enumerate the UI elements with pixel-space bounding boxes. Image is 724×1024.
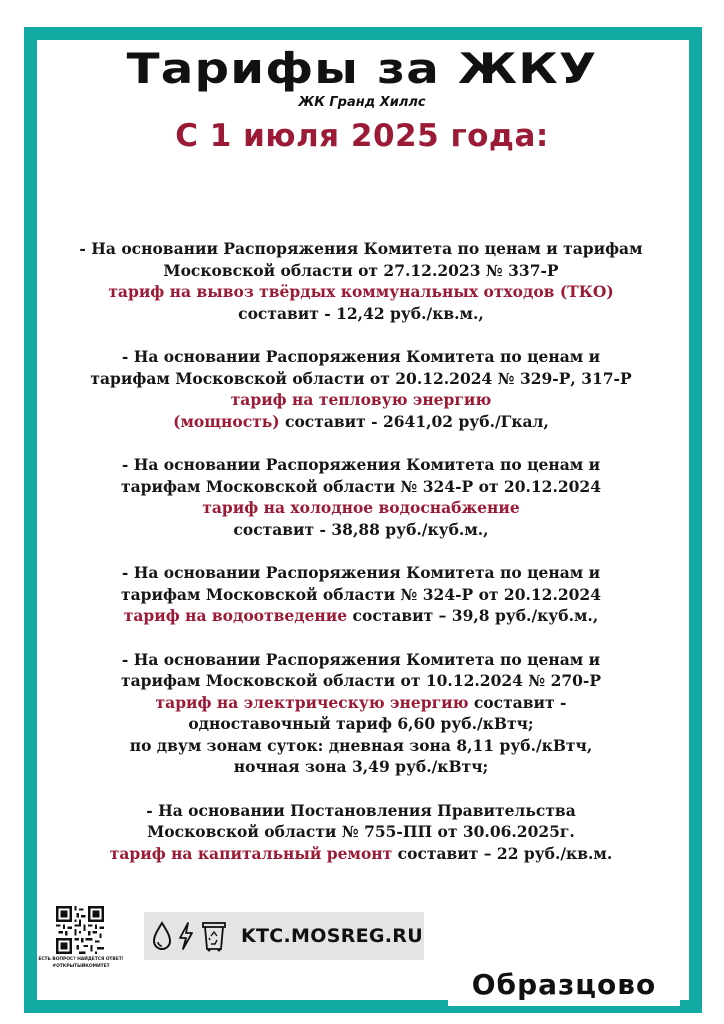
tariff-line xyxy=(36,649,686,671)
brand-text: Образцово xyxy=(471,967,657,1001)
water-drop-icon xyxy=(151,921,173,951)
tariff-text: тарифам Московской области № 324-Р от 20.12.2024 xyxy=(120,476,602,496)
tariff-line xyxy=(36,389,686,411)
utility-banner[interactable] xyxy=(144,912,424,960)
tariff-name: тариф на вывоз твёрдых коммунальных отходов (ТКО) xyxy=(108,282,614,301)
tariff-name: тариф на холодное водоснабжение xyxy=(202,498,520,517)
tariff-text: - На основании Распоряжения Комитета по ценам и тарифам xyxy=(79,239,643,258)
tariff-text: по двум зонам суток: дневная зона 8,11 руб./кВтч, xyxy=(129,735,593,755)
tariff-text: - На основании Постановления Правительства xyxy=(146,800,576,820)
tariff-line xyxy=(36,454,686,476)
brand-logo xyxy=(448,962,680,1006)
tariff-line xyxy=(36,584,686,606)
tariff-line xyxy=(36,605,686,627)
tariff-name: (мощность) xyxy=(173,411,280,431)
tariff-block xyxy=(36,346,686,432)
tariff-text: - На основании Распоряжения Комитета по ценам и xyxy=(121,649,601,669)
tariff-text: тарифам Московской области от 10.12.2024 № 270-Р xyxy=(120,671,602,690)
lightning-icon xyxy=(177,921,195,951)
tariff-text: одноставочный тариф 6,60 руб./кВтч; xyxy=(188,714,534,733)
tariff-line xyxy=(36,346,686,368)
tariff-block xyxy=(36,238,686,324)
tariff-text: Московской области от 27.12.2023 № 337-Р xyxy=(163,260,559,280)
tariff-line xyxy=(36,843,686,865)
tariff-text: составит - xyxy=(468,692,567,712)
tariff-line xyxy=(36,821,686,843)
tariff-text: составит - 2641,02 руб./Гкал, xyxy=(279,411,549,431)
tariff-block xyxy=(36,649,686,778)
tariff-list xyxy=(36,238,686,886)
tariff-line xyxy=(36,411,686,433)
tariff-line xyxy=(36,713,686,735)
tariff-line xyxy=(36,281,686,303)
complex-name: ЖК Гранд Хиллс xyxy=(298,95,426,110)
effective-date: С 1 июля 2025 года: xyxy=(175,118,549,154)
qr-caption-question: ЕСТЬ ВОПРОС? НАЙДЕТСЯ ОТВЕТ! xyxy=(38,957,124,962)
tariff-line xyxy=(36,692,686,714)
tariff-text: - На основании Распоряжения Комитета по ценам и xyxy=(121,455,601,474)
tariff-line xyxy=(36,756,686,778)
tariff-text: составит – 22 руб./кв.м. xyxy=(392,843,613,863)
tariff-text: составит - 38,88 руб./куб.м., xyxy=(233,519,489,539)
tariff-text: тарифам Московской области от 20.12.2024 № 329-Р, 317-Р xyxy=(90,368,632,388)
tariff-line xyxy=(36,368,686,390)
tariff-line xyxy=(36,735,686,757)
page-title: Тарифы за ЖКУ xyxy=(126,44,598,93)
tariff-name: тариф на водоотведение xyxy=(123,606,348,625)
waste-bin-icon xyxy=(199,919,229,953)
tariff-line xyxy=(36,303,686,325)
tariff-line xyxy=(36,562,686,584)
tariff-line xyxy=(36,497,686,519)
tariff-block xyxy=(36,800,686,865)
qr-caption xyxy=(36,956,126,970)
qr-code-icon[interactable] xyxy=(56,906,104,954)
tariff-text: - На основании Распоряжения Комитета по ценам и xyxy=(121,347,601,366)
tariff-block xyxy=(36,454,686,540)
tariff-name: тариф на тепловую энергию xyxy=(230,390,492,409)
tariff-text: составит - 12,42 руб./кв.м., xyxy=(238,303,484,323)
tariff-line xyxy=(36,670,686,692)
tariff-line xyxy=(36,519,686,541)
site-link[interactable]: KTC.MOSREG.RU xyxy=(241,925,423,947)
tariff-text: ночная зона 3,49 руб./кВтч; xyxy=(233,757,489,776)
tariff-line xyxy=(36,260,686,282)
tariff-block xyxy=(36,562,686,627)
tariff-line xyxy=(36,238,686,260)
tariff-text: составит – 39,8 руб./куб.м., xyxy=(347,606,599,625)
tariff-text: - На основании Распоряжения Комитета по ценам и xyxy=(121,563,601,582)
tariff-line xyxy=(36,800,686,822)
tariff-name: тариф на капитальный ремонт xyxy=(109,843,393,863)
tariff-text: Московской области № 755-ПП от 30.06.2025г. xyxy=(147,822,575,841)
tariff-name: тариф на электрическую энергию xyxy=(155,692,469,712)
tariff-text: тарифам Московской области № 324-Р от 20.12.2024 xyxy=(120,584,602,604)
tariff-line xyxy=(36,476,686,498)
qr-caption-hashtag: #ОТКРЫТЫЙКОМИТЕТ xyxy=(52,964,110,969)
